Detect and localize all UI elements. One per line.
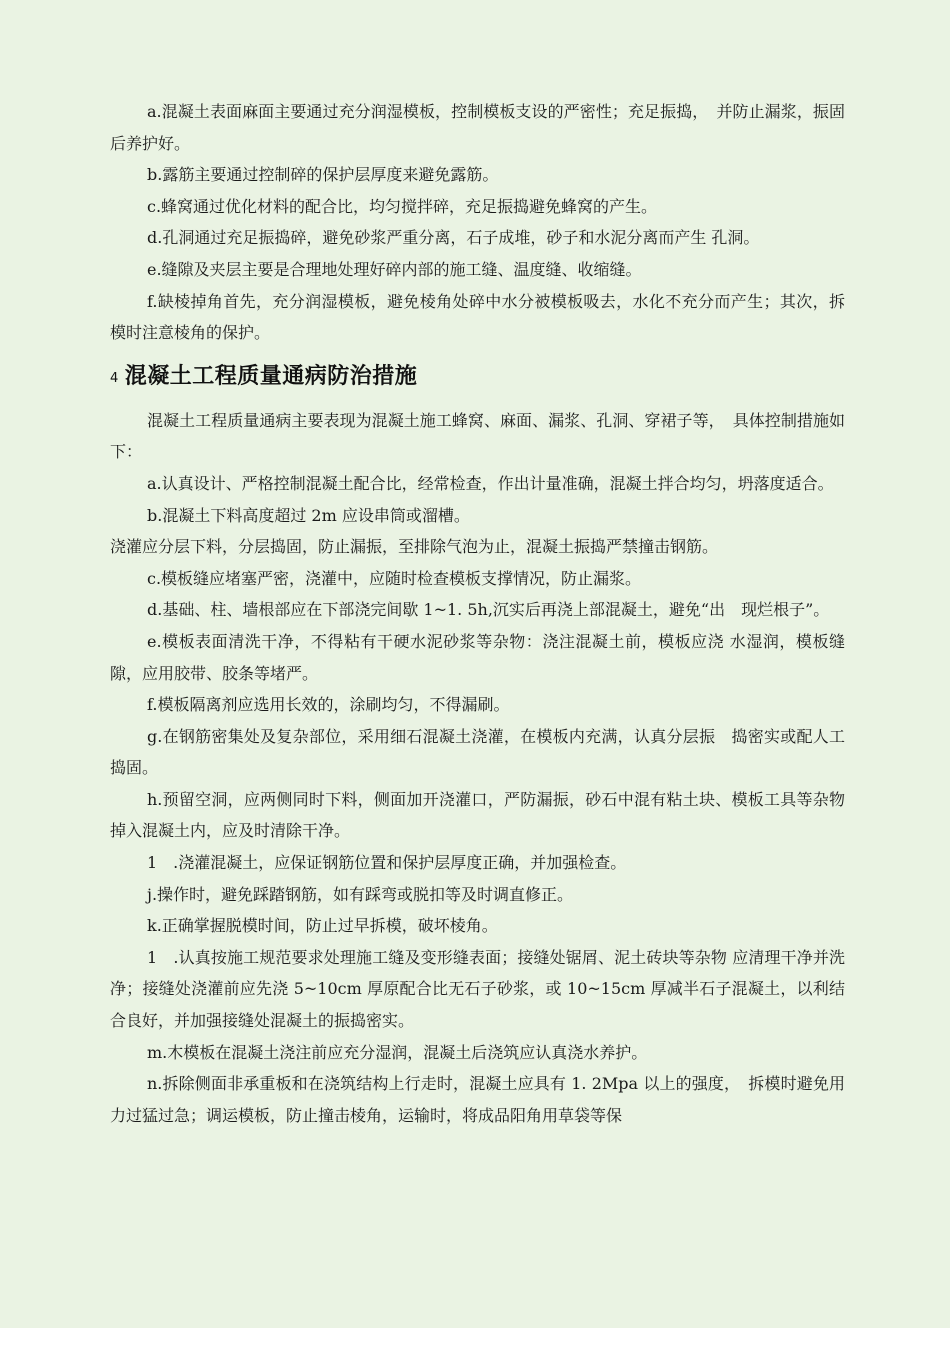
- list-item: h.预留空洞，应两侧同时下料，侧面加开浇灌口，严防漏振，砂石中混有粘土块、模板工具等杂物掉入混凝土内，应及时清除干净。: [110, 789, 845, 841]
- list-item: e.模板表面清洗干净，不得粘有干硬水泥砂浆等杂物：浇注混凝土前，模板应浇 水湿润，模板缝隙，应用胶带、胶条等堵严。: [110, 631, 845, 683]
- document-body: [110, 96, 845, 1131]
- list-item: b.混凝土下料高度超过 2m 应设串筒或溜槽。: [147, 505, 470, 525]
- section-number: 4: [110, 370, 119, 386]
- list-item: m.木模板在混凝土浇注前应充分湿润，混凝土后浇筑应认真浇水养护。: [147, 1042, 648, 1062]
- intro-paragraph: 混凝土工程质量通病主要表现为混凝土施工蜂窝、麻面、漏浆、孔洞、穿裙子等， 具体控制措施如下：: [110, 410, 845, 462]
- list-item: j.操作时，避免踩踏钢筋，如有踩弯或脱扣等及时调直修正。: [147, 884, 574, 904]
- list-item: k.正确掌握脱模时间，防止过早拆模，破坏棱角。: [147, 916, 498, 936]
- list-item: d.基础、柱、墙根部应在下部浇完间歇 1~1. 5h,沉实后再浇上部混凝土，避免“出 现烂根子”。: [147, 600, 830, 620]
- section-title: 混凝土工程质量通病防治措施: [124, 363, 418, 389]
- list-item: g.在钢筋密集处及复杂部位，采用细石混凝土浇灌，在模板内充满，认真分层振 捣密实或配人工捣固。: [110, 726, 845, 778]
- paragraph-a-surface: a.混凝土表面麻面主要通过充分润湿模板，控制模板支设的严密性；充足振捣， 并防止漏浆，振固后养护好。: [110, 102, 845, 153]
- paragraph-c-honeycomb: c.蜂窝通过优化材料的配合比，均匀搅拌碎，充足振捣避免蜂窝的产生。: [147, 196, 658, 216]
- list-item: c.模板缝应堵塞严密，浇灌中，应随时检查模板支撑情况，防止漏浆。: [147, 568, 642, 588]
- list-item: n.拆除侧面非承重板和在浇筑结构上行走时，混凝土应具有 1. 2Mpa 以上的强度， 拆模时避免用力过猛过急；调运模板，防止撞击棱角，运输时，将成品阳角用草袋等保: [110, 1074, 845, 1125]
- paragraph-f-corners: f.缺棱掉角首先，充分润湿模板，避免棱角处碎中水分被模板吸去，水化不充分而产生；其次，拆模时注意棱角的保护。: [110, 291, 845, 343]
- list-item: f.模板隔离剂应选用长效的，涂刷均匀，不得漏刷。: [147, 695, 510, 715]
- list-item: 浇灌应分层下料，分层捣固，防止漏振，至排除气泡为止，混凝土振捣严禁撞击钢筋。: [110, 537, 719, 557]
- list-item: 1 .浇灌混凝土，应保证钢筋位置和保护层厚度正确，并加强检查。: [147, 853, 627, 873]
- paragraph-e-gaps: e.缝隙及夹层主要是合理地处理好碎内部的施工缝、温度缝、收缩缝。: [147, 259, 642, 279]
- paragraph-d-holes: d.孔洞通过充足振捣碎，避免砂浆严重分离，石子成堆，砂子和水泥分离而产生 孔洞。: [147, 228, 760, 248]
- section-heading: [110, 357, 845, 397]
- list-item: a.认真设计、严格控制混凝土配合比，经常检查，作出计量准确，混凝土拌合均匀，坍落度适合。: [147, 473, 834, 493]
- paragraph-b-exposed-rebar: b.露筋主要通过控制碎的保护层厚度来避免露筋。: [147, 165, 499, 185]
- list-item: 1 .认真按施工规范要求处理施工缝及变形缝表面；接缝处锯屑、泥土砖块等杂物 应清理干净并洗净；接缝处浇灌前应先浇 5~10cm 厚原配合比无石子砂浆，或 10~15cm 厚减半石子混凝土，以利结合良好，并加强接缝处混凝土的振捣密实。: [110, 947, 845, 1031]
